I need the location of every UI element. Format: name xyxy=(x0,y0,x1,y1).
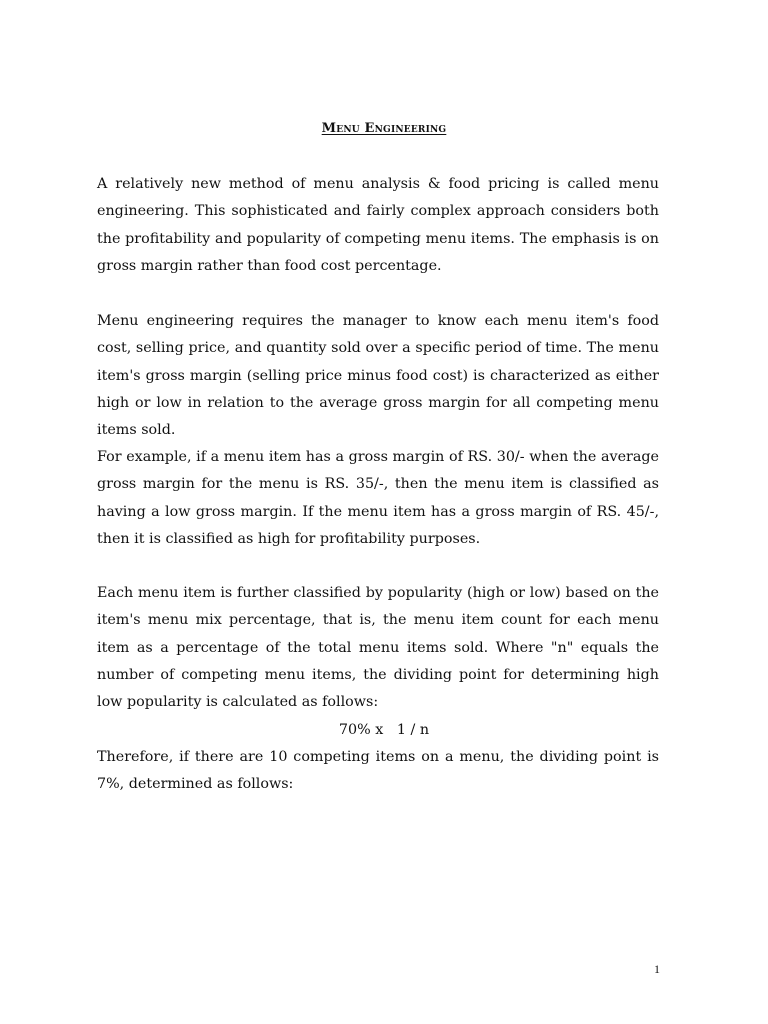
page-number: 1 xyxy=(654,962,660,976)
popularity-formula: 70% x 1 / n xyxy=(338,722,430,738)
paragraph-menu-engineering-intro: A relatively new method of menu analysis & food pricing is called menu engineering. This sophisticated and fairly complex approach considers both the profitability and popularity of competing menu items. The emphasis is on gross margin rather than food cost percentage. xyxy=(97,176,659,274)
paragraph-popularity-classification: Each menu item is further classified by popularity (high or low) based on the item's menu mix percentage, that is, the menu item count for each menu item as a percentage of the total menu items sold. Where "n" equals the number of competing menu items, the dividing point for determining high low popularity is calculated as follows: xyxy=(97,585,659,711)
paragraph-dividing-point: Therefore, if there are 10 competing items on a menu, the dividing point is 7%, determined as follows: xyxy=(97,749,659,793)
document-title: Menu Engineering xyxy=(321,121,447,136)
paragraph-gross-margin-example: For example, if a menu item has a gross margin of RS. 30/- when the average gross margin for the menu is RS. 35/-, then the menu item is classified as having a low gross margin. If the menu item has a gross margin of RS. 45/-, then it is classified as high for profitability purposes. xyxy=(97,449,659,547)
paragraph-gross-margin-requirements: Menu engineering requires the manager to know each menu item's food cost, selling price, and quantity sold over a specific period of time. The menu item's gross margin (selling price minus food cost) is characterized as either high or low in relation to the average gross margin for all competing menu items sold. xyxy=(97,313,659,439)
